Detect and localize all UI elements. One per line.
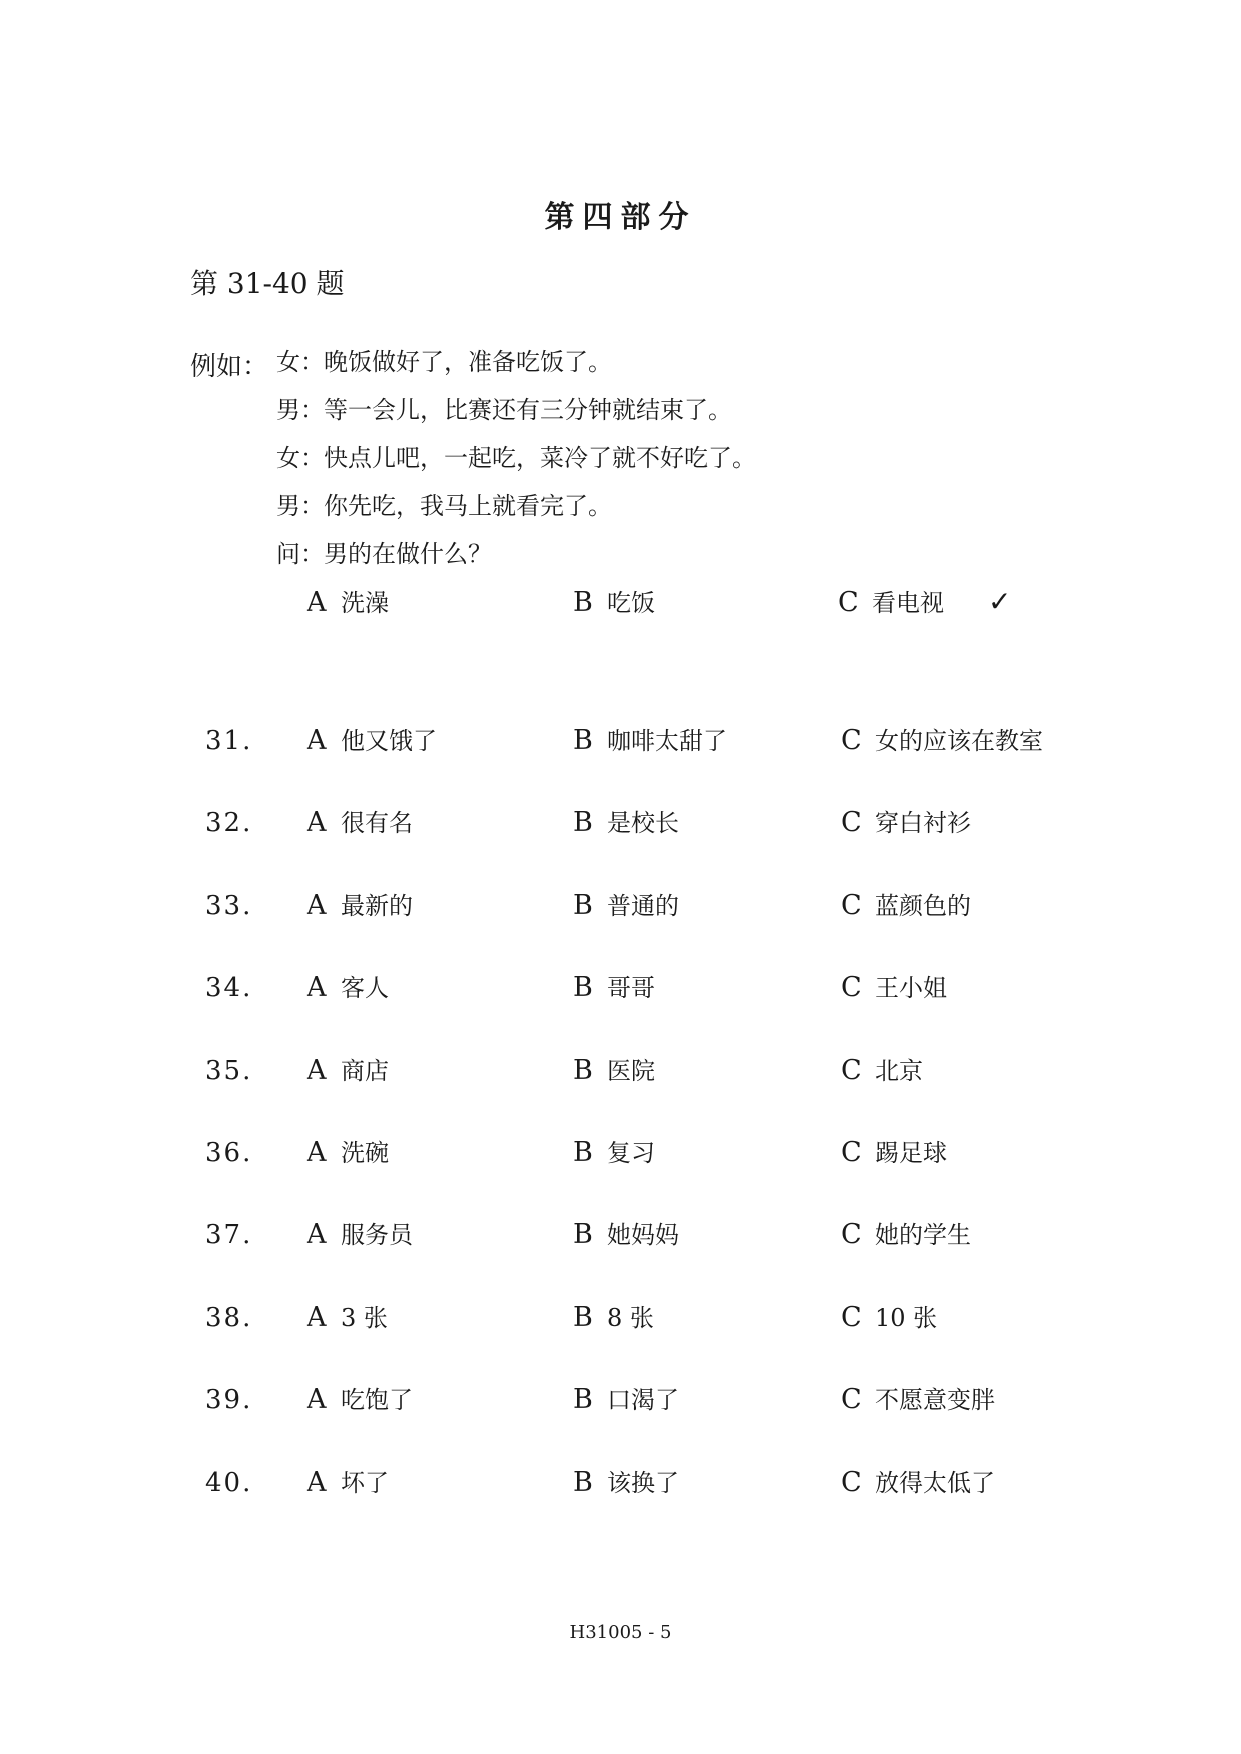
option-letter: A [307, 1055, 327, 1086]
option-text: 吃饭 [607, 589, 655, 617]
answer-option-c [841, 1301, 937, 1335]
answer-option-b [573, 971, 655, 1005]
option-text: 普通的 [607, 892, 679, 920]
option-text: 哥哥 [607, 974, 655, 1002]
option-text: 她的学生 [875, 1221, 971, 1249]
option-text: 王小姐 [875, 974, 947, 1002]
answer-option-a [307, 1466, 389, 1500]
option-text: 她妈妈 [607, 1221, 679, 1249]
option-letter: A [307, 890, 327, 921]
option-letter: C [841, 725, 862, 756]
option-text: 蓝颜色的 [875, 892, 971, 920]
answer-option-b [573, 1054, 655, 1088]
answer-option-b [573, 806, 679, 840]
option-letter: A [307, 587, 327, 618]
option-text: 穿白衬衫 [875, 809, 971, 837]
answer-option-b [573, 1466, 679, 1500]
answer-option-a [307, 724, 437, 758]
example-line: 男：等一会儿，比赛还有三分钟就结束了。 [276, 396, 732, 424]
option-letter: B [573, 1302, 593, 1333]
question-number: 40. [205, 1468, 253, 1498]
option-text: 10 张 [875, 1304, 938, 1332]
answer-option-c [841, 1054, 923, 1088]
option-text: 踢足球 [875, 1139, 947, 1167]
question-number: 37. [205, 1220, 253, 1250]
option-letter: A [307, 1219, 327, 1250]
question-number: 36. [205, 1138, 253, 1168]
answer-option-a [307, 1136, 389, 1170]
option-letter: A [307, 972, 327, 1003]
example-option-c [838, 586, 944, 620]
example-option-a [307, 586, 389, 620]
option-letter: B [573, 972, 593, 1003]
example-question: 问：男的在做什么？ [276, 540, 492, 568]
option-letter: B [573, 1055, 593, 1086]
option-letter: C [838, 587, 859, 618]
option-text: 口渴了 [607, 1386, 679, 1414]
question-number: 31. [205, 726, 253, 756]
option-text: 女的应该在教室 [875, 727, 1043, 755]
option-text: 是校长 [607, 809, 679, 837]
option-letter: C [841, 807, 862, 838]
option-letter: C [841, 1302, 862, 1333]
option-text: 复习 [607, 1139, 655, 1167]
option-letter: B [573, 890, 593, 921]
answer-option-c [841, 889, 971, 923]
page-footer: H31005 - 5 [569, 1622, 672, 1643]
option-text: 看电视 [872, 589, 944, 617]
example-option-b [573, 586, 655, 620]
option-letter: C [841, 972, 862, 1003]
option-text: 洗碗 [341, 1139, 389, 1167]
example-line: 女：晚饭做好了，准备吃饭了。 [276, 348, 612, 376]
option-letter: C [841, 1055, 862, 1086]
option-letter: A [307, 1384, 327, 1415]
question-range: 第 31-40 题 [190, 267, 345, 300]
question-number: 33. [205, 891, 253, 921]
option-letter: C [841, 890, 862, 921]
answer-option-b [573, 1383, 679, 1417]
question-number: 32. [205, 808, 253, 838]
option-text: 咖啡太甜了 [607, 727, 727, 755]
option-letter: C [841, 1467, 862, 1498]
answer-option-a [307, 1383, 413, 1417]
option-letter: C [841, 1137, 862, 1168]
checkmark-icon: ✓ [988, 585, 1012, 618]
question-number: 34. [205, 973, 253, 1003]
answer-option-c [841, 806, 971, 840]
section-title: 第四部分 [544, 200, 697, 235]
example-line: 男：你先吃，我马上就看完了。 [276, 492, 612, 520]
answer-option-a [307, 1301, 388, 1335]
option-text: 最新的 [341, 892, 413, 920]
answer-option-b [573, 889, 679, 923]
option-text: 很有名 [341, 809, 413, 837]
option-letter: A [307, 807, 327, 838]
option-letter: B [573, 587, 593, 618]
option-text: 3 张 [341, 1304, 388, 1332]
answer-option-a [307, 889, 413, 923]
option-letter: C [841, 1219, 862, 1250]
option-text: 医院 [607, 1057, 655, 1085]
option-letter: A [307, 1302, 327, 1333]
answer-option-a [307, 806, 413, 840]
option-letter: A [307, 1137, 327, 1168]
option-letter: B [573, 807, 593, 838]
option-text: 坏了 [341, 1469, 389, 1497]
question-number: 39. [205, 1385, 253, 1415]
answer-option-b [573, 1136, 655, 1170]
option-text: 吃饱了 [341, 1386, 413, 1414]
answer-option-c [841, 1218, 971, 1252]
option-text: 客人 [341, 974, 389, 1002]
option-letter: A [307, 725, 327, 756]
question-number: 35. [205, 1056, 253, 1086]
option-text: 洗澡 [341, 589, 389, 617]
option-letter: B [573, 1137, 593, 1168]
answer-option-b [573, 1301, 654, 1335]
option-letter: B [573, 1467, 593, 1498]
answer-option-c [841, 724, 1043, 758]
answer-option-a [307, 1218, 413, 1252]
option-text: 该换了 [607, 1469, 679, 1497]
option-letter: A [307, 1467, 327, 1498]
option-text: 服务员 [341, 1221, 413, 1249]
option-letter: C [841, 1384, 862, 1415]
option-text: 不愿意变胖 [875, 1386, 995, 1414]
option-text: 8 张 [607, 1304, 654, 1332]
option-letter: B [573, 1219, 593, 1250]
option-letter: B [573, 1384, 593, 1415]
answer-option-a [307, 1054, 389, 1088]
option-letter: B [573, 725, 593, 756]
answer-option-c [841, 1383, 995, 1417]
answer-option-a [307, 971, 389, 1005]
option-text: 放得太低了 [875, 1469, 995, 1497]
answer-option-c [841, 1136, 947, 1170]
answer-option-b [573, 724, 727, 758]
answer-option-b [573, 1218, 679, 1252]
answer-option-c [841, 971, 947, 1005]
option-text: 北京 [875, 1057, 923, 1085]
example-line: 女：快点儿吧，一起吃，菜冷了就不好吃了。 [276, 444, 756, 472]
answer-option-c [841, 1466, 995, 1500]
example-label: 例如： [190, 352, 269, 382]
option-text: 商店 [341, 1057, 389, 1085]
question-number: 38. [205, 1303, 253, 1333]
option-text: 他又饿了 [341, 727, 437, 755]
